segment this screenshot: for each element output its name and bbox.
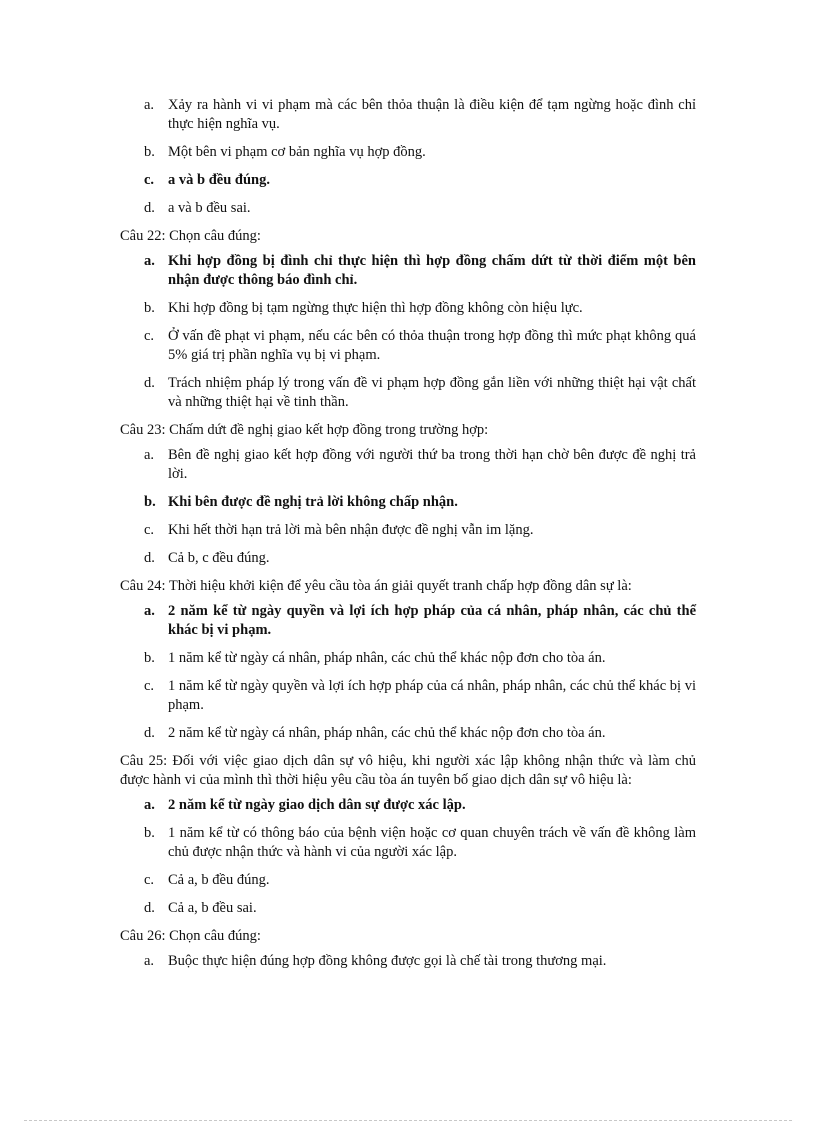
question-text: Câu 22: Chọn câu đúng: (120, 228, 261, 244)
question-text: Câu 25: Đối với việc giao dịch dân sự vô hiệu, khi người xác lập không nhận thức và làm chủ được hành vi của mình thì thời hiệu yêu cầu tòa án tuyên bố giao dịch dân sự vô hiệu là: (120, 753, 696, 788)
answer-option-correct (120, 252, 696, 290)
option-letter: a. (144, 447, 155, 463)
option-letter: c. (144, 872, 155, 888)
question-block (120, 927, 696, 971)
answer-option (120, 96, 696, 134)
page-bottom-rule (24, 1120, 792, 1121)
option-text: 2 năm kể từ ngày quyền và lợi ích hợp pháp của cá nhân, pháp nhân, các chủ thể khác bị vi phạm. (168, 603, 696, 638)
option-letter: c. (144, 328, 155, 344)
question-text: Câu 24: Thời hiệu khởi kiện để yêu cầu tòa án giải quyết tranh chấp hợp đồng dân sự là: (120, 578, 632, 594)
answer-option (120, 199, 696, 218)
answer-options (120, 796, 696, 918)
answer-option (120, 143, 696, 162)
answer-options (120, 446, 696, 568)
answer-options (120, 252, 696, 412)
answer-option (120, 327, 696, 365)
option-text: Buộc thực hiện đúng hợp đồng không được gọi là chế tài trong thương mại. (168, 953, 607, 969)
option-text: Trách nhiệm pháp lý trong vấn đề vi phạm hợp đồng gắn liền với những thiệt hại vật chất và những thiệt hại về tinh thần. (168, 375, 696, 410)
option-letter: d. (144, 550, 155, 566)
option-letter: a. (144, 603, 155, 619)
answer-options (120, 952, 696, 971)
answer-option-correct (120, 171, 696, 190)
question-text: Câu 23: Chấm dứt đề nghị giao kết hợp đồng trong trường hợp: (120, 422, 489, 438)
option-text: 2 năm kể từ ngày giao dịch dân sự được xác lập. (168, 797, 466, 813)
question-block (120, 227, 696, 412)
option-letter: b. (144, 144, 155, 160)
question-text: Câu 26: Chọn câu đúng: (120, 928, 261, 944)
answer-options (120, 96, 696, 218)
option-letter: d. (144, 200, 155, 216)
answer-option (120, 549, 696, 568)
option-letter: a. (144, 953, 155, 969)
option-text: a và b đều đúng. (168, 172, 270, 188)
option-text: Khi hết thời hạn trả lời mà bên nhận được đề nghị vẫn im lặng. (168, 522, 534, 538)
answer-option (120, 724, 696, 743)
option-letter: d. (144, 900, 155, 916)
option-letter: a. (144, 797, 155, 813)
option-letter: b. (144, 494, 156, 510)
option-text: Cả a, b đều đúng. (168, 872, 270, 888)
option-letter: c. (144, 678, 155, 694)
option-letter: d. (144, 725, 155, 741)
option-text: Ở vấn đề phạt vi phạm, nếu các bên có thỏa thuận trong hợp đồng thì mức phạt không quá 5% giá trị phần nghĩa vụ bị vi phạm. (168, 328, 696, 363)
answer-option (120, 521, 696, 540)
option-letter: d. (144, 375, 155, 391)
option-text: Cả b, c đều đúng. (168, 550, 270, 566)
option-letter: b. (144, 300, 155, 316)
option-text: Một bên vi phạm cơ bản nghĩa vụ hợp đồng. (168, 144, 426, 160)
option-text: Cả a, b đều sai. (168, 900, 257, 916)
option-text: Khi hợp đồng bị đình chỉ thực hiện thì hợp đồng chấm dứt từ thời điểm một bên nhận được thông báo đình chỉ. (168, 253, 696, 288)
answer-option (120, 677, 696, 715)
answer-option (120, 899, 696, 918)
option-text: Bên đề nghị giao kết hợp đồng với người thứ ba trong thời hạn chờ bên được đề nghị trả lời. (168, 447, 696, 482)
option-text: Khi hợp đồng bị tạm ngừng thực hiện thì hợp đồng không còn hiệu lực. (168, 300, 583, 316)
answer-option-correct (120, 796, 696, 815)
question-block (120, 577, 696, 743)
option-text: 1 năm kể từ ngày cá nhân, pháp nhân, các chủ thể khác nộp đơn cho tòa án. (168, 650, 606, 666)
option-text: Khi bên được đề nghị trả lời không chấp nhận. (168, 494, 458, 510)
answer-option (120, 871, 696, 890)
answer-option (120, 374, 696, 412)
question-block (120, 752, 696, 918)
option-letter: b. (144, 825, 155, 841)
question-block (120, 96, 696, 218)
answer-option (120, 824, 696, 862)
option-letter: a. (144, 253, 155, 269)
option-letter: c. (144, 522, 155, 538)
option-text: a và b đều sai. (168, 200, 251, 216)
question-block (120, 421, 696, 568)
option-text: 1 năm kể từ có thông báo của bệnh viện hoặc cơ quan chuyên trách về vấn đề không làm chủ được nhận thức và hành vi của người xác lập. (168, 825, 696, 860)
answer-options (120, 602, 696, 743)
answer-option (120, 299, 696, 318)
option-text: Xảy ra hành vi vi phạm mà các bên thỏa thuận là điều kiện để tạm ngừng hoặc đình chỉ thực hiện nghĩa vụ. (168, 97, 696, 132)
answer-option-correct (120, 602, 696, 640)
option-text: 2 năm kể từ ngày cá nhân, pháp nhân, các chủ thể khác nộp đơn cho tòa án. (168, 725, 606, 741)
option-letter: a. (144, 97, 155, 113)
document-content (120, 96, 696, 980)
answer-option (120, 649, 696, 668)
option-letter: b. (144, 650, 155, 666)
answer-option-correct (120, 493, 696, 512)
option-text: 1 năm kể từ ngày quyền và lợi ích hợp pháp của cá nhân, pháp nhân, các chủ thể khác bị vi phạm. (168, 678, 696, 713)
answer-option (120, 952, 696, 971)
answer-option (120, 446, 696, 484)
option-letter: c. (144, 172, 155, 188)
